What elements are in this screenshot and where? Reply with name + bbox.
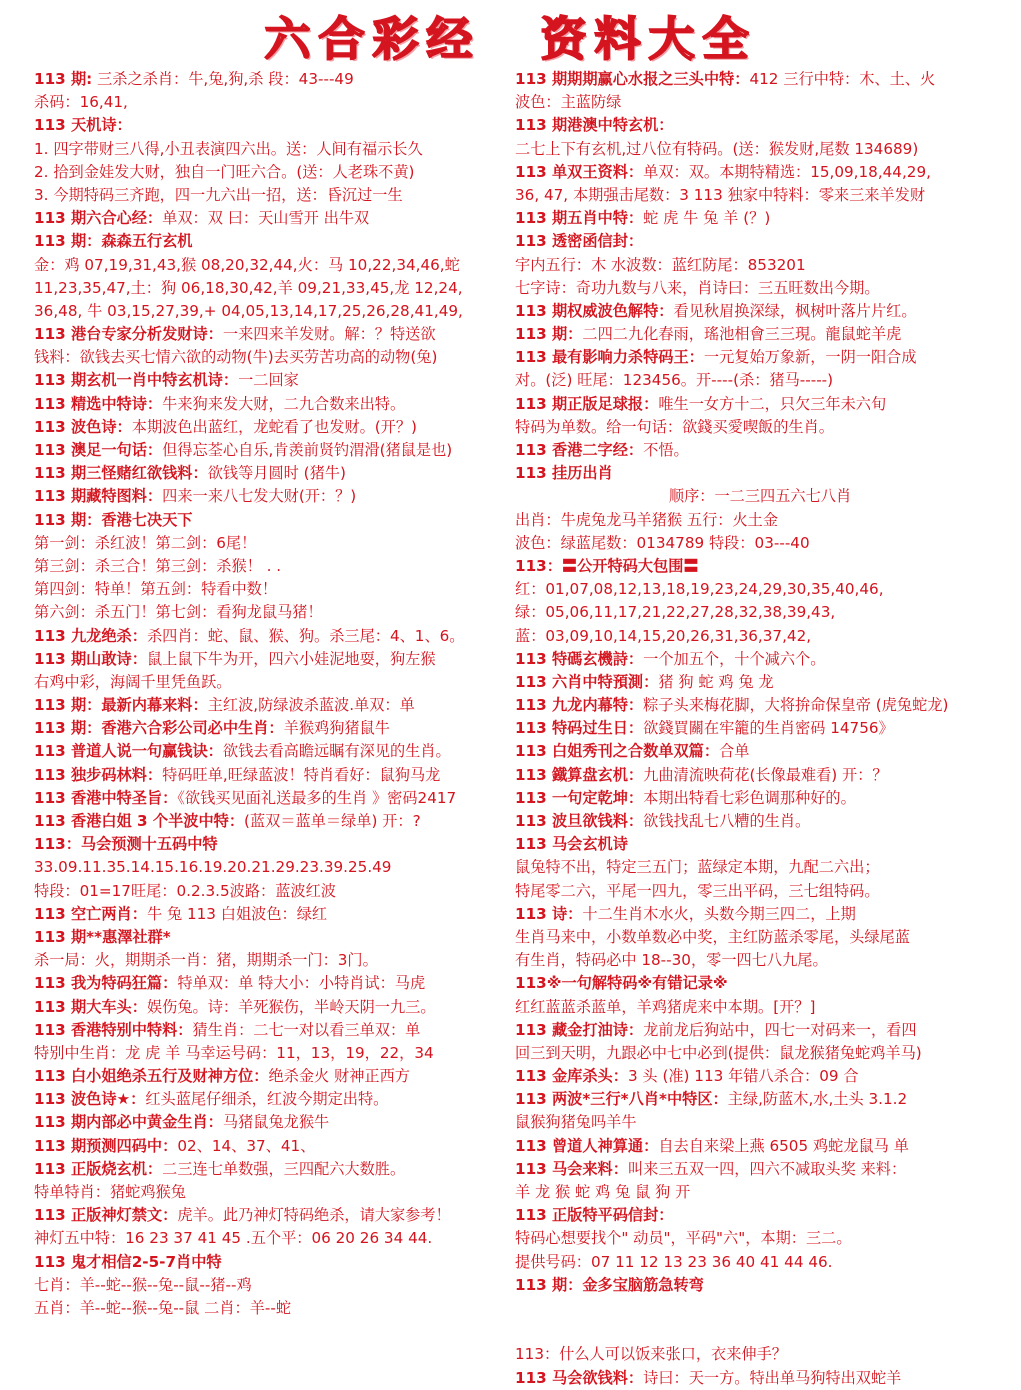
text-line <box>515 462 1005 485</box>
text-line <box>515 787 1005 810</box>
line-text: 绿：05,06,11,17,21,22,27,28,32,38,39,43, <box>515 603 836 622</box>
line-text: 3 头 (准) 113 年错八杀合：09 合 <box>627 1067 859 1086</box>
line-text: 顺序：一二三四五六七八肖 <box>668 487 852 506</box>
page-title <box>0 8 1021 64</box>
text-line <box>515 717 1005 740</box>
line-text: 《欲钱买见面礼送最多的生肖 》密码2417 <box>177 788 457 807</box>
text-line <box>515 578 1005 601</box>
line-text: 特码旺单,旺绿蓝波！特肖看好：鼠狗马龙 <box>162 765 441 784</box>
text-line <box>34 903 512 926</box>
line-text: 鼠猴狗猪兔吗羊牛 <box>515 1113 637 1132</box>
line-heading: 113 金库杀头： <box>515 1067 628 1086</box>
text-line <box>34 230 512 253</box>
text-line <box>515 532 1005 555</box>
line-heading: 113 九龙内幕特： <box>515 696 644 715</box>
line-text: 四来一来八七发大财(开：？) <box>162 487 357 506</box>
line-text: 杀一局：火，期期杀一肖：猪，期期杀一门：3门。 <box>34 951 378 970</box>
text-line <box>515 254 1005 277</box>
line-text: (蓝双＝蓝单＝绿单) 开：? <box>244 812 421 830</box>
text-line <box>515 625 1005 648</box>
text-line <box>515 740 1005 763</box>
line-text: 二七上下有玄机,过八位有特码。(送：猴发财,尾数 134689) <box>515 139 919 158</box>
line-heading: 113 正版烧玄机： <box>34 1159 163 1178</box>
text-line <box>34 277 512 300</box>
line-heading: 113：马会预测十五码中特 <box>34 835 218 854</box>
line-text: 1. 四字带财三八得,小丑表演四六出。送：人间有福示长久 <box>34 139 423 158</box>
text-line <box>34 880 512 903</box>
line-text: 第三剑：杀三合！第三剑：杀猴！ . . <box>34 556 282 575</box>
line-heading: 113 单双王资料： <box>515 162 644 181</box>
line-heading: 113 马会玄机诗 <box>515 835 628 854</box>
text-line <box>34 625 512 648</box>
line-text: 九曲清流映荷花(长像最难看) 开：？ <box>643 765 888 784</box>
text-line <box>515 1181 1005 1204</box>
line-text: 七字诗：奇功九数与八来，肖诗曰：三五旺数出今期。 <box>515 278 880 297</box>
text-line <box>515 1065 1005 1088</box>
text-line <box>515 1019 1005 1042</box>
text-line <box>515 485 1005 508</box>
text-line <box>34 833 512 856</box>
text-line <box>515 138 1005 161</box>
line-text: 欲钱等月圆时 (猪牛) <box>207 464 346 483</box>
line-text: 特码心想要找个" 动员"，平码"六"，本期：三二。 <box>515 1229 852 1248</box>
title-left: 六合彩经 <box>264 12 481 66</box>
text-line <box>515 114 1005 137</box>
line-text: 十二生肖木水火，头数今期三四二，上期 <box>582 904 856 923</box>
line-text: 叫来三五双一四，四六不减取头奖 来料： <box>627 1159 907 1178</box>
text-line <box>515 1367 1005 1390</box>
text-line <box>34 254 512 277</box>
line-text: 对。(泛) 旺尾：123456。开----(杀：猪马-----) <box>515 371 834 390</box>
text-line <box>515 509 1005 532</box>
text-line <box>34 1135 512 1158</box>
line-heading: 113 期内部必中黄金生肖： <box>34 1113 223 1132</box>
line-heading: 113 透密函信封： <box>515 232 644 251</box>
line-text: 本期波色出蓝红，龙蛇看了也发财。(开？) <box>131 417 417 436</box>
text-line <box>515 1111 1005 1134</box>
line-text: 右鸡中彩，海阔千里凭鱼跃。 <box>34 672 232 691</box>
text-line <box>515 91 1005 114</box>
text-line <box>34 114 512 137</box>
line-heading: 113 马会来料： <box>515 1159 628 1178</box>
line-text: 三杀之杀肖：牛,兔,狗,杀 段：43---49 <box>92 70 354 88</box>
line-text: 波色：主蓝防绿 <box>515 93 622 112</box>
line-heading: 113 香港二字经： <box>515 441 644 459</box>
line-heading: 113 期：森森五行玄机 <box>34 232 193 251</box>
line-text: 欲钱找乱七八糟的生肖。 <box>643 812 811 830</box>
line-heading: 113 白姐秀刊之合数单双篇： <box>515 742 720 761</box>
line-text: 看见秋眉换深绿，枫树叶落片片红。 <box>673 301 917 320</box>
text-line <box>34 207 512 230</box>
line-text: 412 三行中特：木、土、火 <box>749 70 936 88</box>
line-heading: 113 诗： <box>515 904 583 923</box>
line-heading: 113 特碼玄機詩： <box>515 649 644 668</box>
line-text: 红：01,07,08,12,13,18,19,23,24,29,30,35,40,46, <box>515 580 884 599</box>
line-text: 第六剑：杀五门！第七剑：看狗龙鼠马猪！ <box>34 603 323 622</box>
line-text: 金：鸡 07,19,31,43,猴 08,20,32,44,火：马 10,22,34,46,蛇 <box>34 255 460 274</box>
line-text: 绝杀金火 财神正西方 <box>268 1067 410 1086</box>
line-heading: 113 澳足一句话： <box>34 441 163 459</box>
text-line <box>34 764 512 787</box>
text-line <box>34 1158 512 1181</box>
line-heading: 113 两波*三行*八肖*中特区： <box>515 1090 728 1109</box>
line-text: 单双：双。本期特精选：15,09,18,44,29, <box>643 162 931 181</box>
text-line <box>515 694 1005 717</box>
line-text: 鼠上鼠下牛为开，四六小娃泥地耍，狗左猴 <box>146 649 436 668</box>
text-line <box>34 416 512 439</box>
line-heading: 113 期三怪赌红欲钱料： <box>34 464 208 483</box>
text-line <box>34 462 512 485</box>
text-line <box>34 161 512 184</box>
line-heading: 113 最有影响力杀特码王： <box>515 348 704 367</box>
line-text: 宇内五行：木 水波数：蓝红防尾：853201 <box>515 255 806 274</box>
text-line <box>34 1297 512 1320</box>
text-line <box>515 880 1005 903</box>
line-text: 红头蓝尾仔细杀，红波今期定出特。 <box>145 1090 389 1109</box>
text-line <box>515 230 1005 253</box>
line-heading: 113 藏金打油诗： <box>515 1020 644 1039</box>
line-text: 一来四来羊发财。解：？特送欲 <box>222 325 436 344</box>
text-line <box>515 810 1005 833</box>
text-line <box>34 485 512 508</box>
line-heading: 113 一句定乾坤： <box>515 788 644 807</box>
line-heading: 113 期**惠澤社群* <box>34 927 171 946</box>
text-line <box>34 68 512 91</box>
text-line <box>34 555 512 578</box>
line-heading: 113 期六合心经： <box>34 209 163 228</box>
line-heading: 113 正版特平码信封： <box>515 1206 674 1225</box>
text-line <box>34 300 512 323</box>
line-heading: 113 期山敢诗： <box>34 649 147 668</box>
line-heading: 113 期：香港七决天下 <box>34 510 193 529</box>
line-heading: 113 期预测四码中： <box>34 1136 178 1155</box>
text-line <box>515 68 1005 91</box>
line-text: 33.09.11.35.14.15.16.19.20.21.29.23.39.25.49 <box>34 858 392 877</box>
text-line <box>34 393 512 416</box>
line-heading: 113 曾道人神算通： <box>515 1136 659 1155</box>
line-heading: 113 精选中特诗： <box>34 394 163 413</box>
line-text: 单双：双 曰：天山雪开 出牛双 <box>162 209 370 228</box>
text-line <box>34 972 512 995</box>
line-heading: 113 正版神灯禁文： <box>34 1206 178 1225</box>
line-text: 钱料：欲钱去买七情六欲的动物(牛)去买劳苦功高的动物(兔) <box>34 348 438 367</box>
line-text: 蛇 虎 牛 兔 羊 (？) <box>643 209 771 228</box>
line-heading: 113 香港特别中特料： <box>34 1020 193 1039</box>
line-text: 生肖马来中，小数单数必中奖，主红防蓝杀零尾，头绿尾蓝 <box>515 927 910 946</box>
text-line <box>34 926 512 949</box>
line-heading: 113 普道人说一句赢钱诀： <box>34 742 223 761</box>
text-line <box>34 184 512 207</box>
text-line <box>515 949 1005 972</box>
line-text: 羊 龙 猴 蛇 鸡 兔 鼠 狗 开 <box>515 1183 691 1201</box>
line-heading: 113 六肖中特預測： <box>515 672 659 691</box>
line-text: 36, 47, 本期强击尾数：3 113 独家中特料：零来三来羊发财 <box>515 185 926 204</box>
text-line <box>515 439 1005 462</box>
text-line <box>34 740 512 763</box>
line-heading: 113 鐵算盘玄机： <box>515 765 644 784</box>
line-text: 粽子头来梅花脚，大将拚命保皇帝 (虎兔蛇龙) <box>643 696 949 715</box>
line-heading: 113 九龙绝杀： <box>34 626 147 645</box>
line-text: 第一剑：杀红波！第二剑：6尾！ <box>34 533 257 552</box>
text-line <box>34 1181 512 1204</box>
line-text: 出肖：牛虎兔龙马羊猪猴 五行：火土金 <box>515 510 779 529</box>
line-heading: 113※一句解特码※有错记录※ <box>515 974 728 993</box>
line-heading: 113 期：最新内幕来料： <box>34 696 208 715</box>
text-line <box>34 1065 512 1088</box>
line-text: 回三到天明，九跟必中七中必到(提供：鼠龙猴猪兔蛇鸡羊马) <box>515 1043 922 1062</box>
line-text: 主绿,防蓝木,水,土头 3.1.2 <box>727 1090 908 1109</box>
line-heading: 113 期大车头： <box>34 997 147 1016</box>
text-line <box>515 601 1005 624</box>
line-text: 欲钱去看高瞻远瞩有深见的生肖。 <box>222 742 451 761</box>
line-heading: 113 期：香港六合彩公司必中生肖： <box>34 719 284 738</box>
left-column <box>34 68 512 1320</box>
line-heading: 113 期：金多宝脑筋急转弯 <box>515 1275 704 1294</box>
line-heading: 113 挂历出肖 <box>515 464 613 483</box>
line-heading: 113 港台专家分析发财诗： <box>34 325 223 344</box>
line-text: 猜生肖：二七一对以看三单双：单 <box>192 1020 421 1039</box>
text-line <box>34 787 512 810</box>
line-text: 特段：01=17旺尾：0.2.3.5波路：蓝波红波 <box>34 881 336 900</box>
line-heading: 113：〓公开特码大包围〓 <box>515 556 699 575</box>
text-line <box>34 1251 512 1274</box>
text-line <box>34 1042 512 1065</box>
line-text: 自去自来梁上燕 6505 鸡蛇龙鼠马 单 <box>658 1136 909 1155</box>
line-text: 虎羊。此乃神灯特码绝杀，请大家参考！ <box>177 1206 451 1225</box>
text-line <box>34 648 512 671</box>
line-heading: 113 鬼才相信2-5-7肖中特 <box>34 1252 222 1271</box>
line-text: 一元复始万象新，一阴一阳合成 <box>703 348 917 367</box>
line-heading: 113 香港白姐 3 个半波中特： <box>34 812 245 830</box>
line-heading: 113 期港澳中特玄机： <box>515 116 674 135</box>
right-column <box>515 68 1005 1390</box>
line-text: 二四二九化春雨，瑤池相會三三現。龍鼠蛇羊虎 <box>582 325 902 344</box>
text-line <box>34 810 512 833</box>
text-line <box>515 416 1005 439</box>
line-heading: 113 香港中特圣旨： <box>34 788 178 807</box>
text-line <box>515 1042 1005 1065</box>
text-line <box>515 1297 1005 1320</box>
text-line <box>515 1320 1005 1343</box>
text-line <box>515 161 1005 184</box>
line-text: 马猪鼠兔龙猴牛 <box>222 1113 330 1132</box>
line-heading: 113 天机诗： <box>34 116 132 135</box>
line-text: 羊猴鸡狗猪鼠牛 <box>283 719 390 738</box>
text-line <box>515 184 1005 207</box>
text-line <box>34 1088 512 1111</box>
line-text: 11,23,35,47,土：狗 06,18,30,42,羊 09,21,33,45,龙 12,24, <box>34 278 463 297</box>
line-text: 杀四肖：蛇、鼠、猴、狗。杀三尾：4、1、6。 <box>146 626 465 645</box>
line-text: 2. 拾到金娃发大财，独自一门旺六合。(送：人老珠不黄) <box>34 162 415 181</box>
line-text: 113：什么人可以饭来张口，衣来伸手？ <box>515 1345 787 1364</box>
line-text: 牛来狗来发大财，二九合数来出特。 <box>162 394 406 413</box>
line-text: 有生肖，特码必中 18--30，零一四七八九尾。 <box>515 951 828 970</box>
line-text: 本期出特看七彩色调那种好的。 <box>643 788 856 807</box>
text-line <box>515 671 1005 694</box>
text-line <box>34 91 512 114</box>
text-line <box>515 1251 1005 1274</box>
line-text: 五肖：羊--蛇--猴--兔--鼠 二肖：羊--蛇 <box>34 1298 292 1317</box>
line-text: 欲錢買關在牢籠的生肖密码 14756》 <box>643 719 894 738</box>
line-text: 主红波,防绿波杀蓝波.单双：单 <box>207 696 415 715</box>
line-text: 特别中生肖：龙 虎 羊 马幸运号码：11，13，19，22，34 <box>34 1043 434 1062</box>
text-line <box>515 926 1005 949</box>
text-line <box>34 1019 512 1042</box>
text-line <box>515 1204 1005 1227</box>
line-text: 唯生一女方十二，只欠三年未六旬 <box>658 394 887 413</box>
text-line <box>515 1343 1005 1366</box>
line-heading: 113 期： <box>515 325 583 344</box>
line-text: 提供号码：07 11 12 13 23 36 40 41 44 46. <box>515 1252 833 1271</box>
text-line <box>34 996 512 1019</box>
text-line <box>34 1204 512 1227</box>
text-line <box>515 393 1005 416</box>
text-line <box>34 1227 512 1250</box>
text-line <box>34 346 512 369</box>
text-line <box>34 717 512 740</box>
line-heading: 113 期藏特图料： <box>34 487 163 506</box>
text-line <box>515 369 1005 392</box>
text-line <box>34 1274 512 1297</box>
line-heading: 113 波色诗： <box>34 417 132 436</box>
text-line <box>34 138 512 161</box>
text-line <box>515 1158 1005 1181</box>
line-text: 特单双：单 特大小：小特肖试：马虎 <box>177 974 426 993</box>
line-text: 一个加五个，十个减六个。 <box>643 649 826 668</box>
text-line <box>515 856 1005 879</box>
text-line <box>34 509 512 532</box>
text-line <box>515 903 1005 926</box>
line-text: 02、14、37、41、 <box>177 1136 316 1155</box>
line-text: 特单特肖：猪蛇鸡猴兔 <box>34 1183 186 1201</box>
line-heading: 113 期权威波色解特： <box>515 301 674 320</box>
text-line <box>34 1111 512 1134</box>
text-line <box>515 300 1005 323</box>
text-line <box>515 764 1005 787</box>
text-line <box>34 694 512 717</box>
line-text: 诗曰：天一方。特出单马狗特出双蛇羊 <box>643 1368 902 1387</box>
text-line <box>34 949 512 972</box>
text-line <box>515 323 1005 346</box>
line-heading: 113 波旦欲钱料： <box>515 812 644 830</box>
line-text: 七肖：羊--蛇--猴--兔--鼠--猪--鸡 <box>34 1275 252 1294</box>
text-line <box>515 1227 1005 1250</box>
text-line <box>34 671 512 694</box>
line-text: 龙前龙后狗站中，四七一对码来一，看四 <box>643 1020 917 1039</box>
text-line <box>34 578 512 601</box>
text-line <box>515 277 1005 300</box>
line-heading: 113 期五肖中特： <box>515 209 644 228</box>
line-text: 第四剑：特单！第五剑：特看中数！ <box>34 580 277 599</box>
title-right: 资料大全 <box>540 12 757 66</box>
line-heading: 113 空亡两肖： <box>34 904 147 923</box>
text-line <box>515 555 1005 578</box>
line-text: 二三连七单数强，三四配六大数胜。 <box>162 1159 406 1178</box>
line-heading: 113 特码过生日： <box>515 719 644 738</box>
text-line <box>515 648 1005 671</box>
line-heading: 113 期期期赢心水报之三头中特： <box>515 70 750 88</box>
line-heading: 113 独步码林料： <box>34 765 163 784</box>
line-heading: 113 期正版足球报： <box>515 394 659 413</box>
line-text: 特尾零二六，平尾一四九，零三出平码，三七组特码。 <box>515 881 880 900</box>
text-line <box>515 996 1005 1019</box>
text-line <box>515 1135 1005 1158</box>
line-text: 蓝：03,09,10,14,15,20,26,31,36,37,42, <box>515 626 812 645</box>
line-text: 36,48, 牛 03,15,27,39,+ 04,05,13,14,17,25,26,28,41,49, <box>34 301 463 320</box>
line-text: 一二回家 <box>238 371 299 390</box>
line-text: 鼠兔特不出，特定三五门；蓝绿定本期，九配二六出； <box>515 858 880 877</box>
line-heading: 113 波色诗★： <box>34 1090 146 1109</box>
text-line <box>515 972 1005 995</box>
line-text: 杀码：16,41, <box>34 93 128 112</box>
line-text: 3. 今期特码三齐跑，四一九六出一招，送：昏沉过一生 <box>34 185 403 204</box>
line-heading: 113 白小姐绝杀五行及财神方位： <box>34 1067 269 1086</box>
text-line <box>34 369 512 392</box>
text-line <box>34 856 512 879</box>
line-text: 猪 狗 蛇 鸡 兔 龙 <box>658 672 774 691</box>
text-line <box>515 207 1005 230</box>
text-line <box>34 532 512 555</box>
text-line <box>34 439 512 462</box>
line-text: 神灯五中特：16 23 37 41 45 .五个平：06 20 26 34 44. <box>34 1229 433 1248</box>
line-text: 红红蓝蓝杀蓝单，羊鸡猪虎来中本期。[开？] <box>515 997 816 1016</box>
line-text: 波色：绿蓝尾数：0134789 特段：03---40 <box>515 533 810 552</box>
text-line <box>515 1274 1005 1297</box>
line-heading: 113 期玄机一肖中特玄机诗： <box>34 371 239 390</box>
line-text: 牛 兔 113 白姐波色：绿红 <box>146 904 328 923</box>
text-line <box>34 601 512 624</box>
line-heading: 113 马会欲钱料： <box>515 1368 644 1387</box>
text-line <box>515 1088 1005 1111</box>
line-heading: 113 期: <box>34 70 93 88</box>
text-line <box>515 833 1005 856</box>
text-line <box>515 346 1005 369</box>
line-text: 特码为单数。给一句话：欲錢买愛喫飯的生肖。 <box>515 417 834 436</box>
line-heading: 113 我为特码狂篇： <box>34 974 178 993</box>
text-line <box>34 323 512 346</box>
line-text: 但得忘荃心自乐,肯羡前贤钓渭滑(猪鼠是也) <box>162 441 453 459</box>
line-text: 合单 <box>719 742 750 761</box>
line-text: 不悟。 <box>643 441 689 459</box>
line-text: 娱伤兔。诗：羊死猴伤，半岭天阴一九三。 <box>146 997 436 1016</box>
